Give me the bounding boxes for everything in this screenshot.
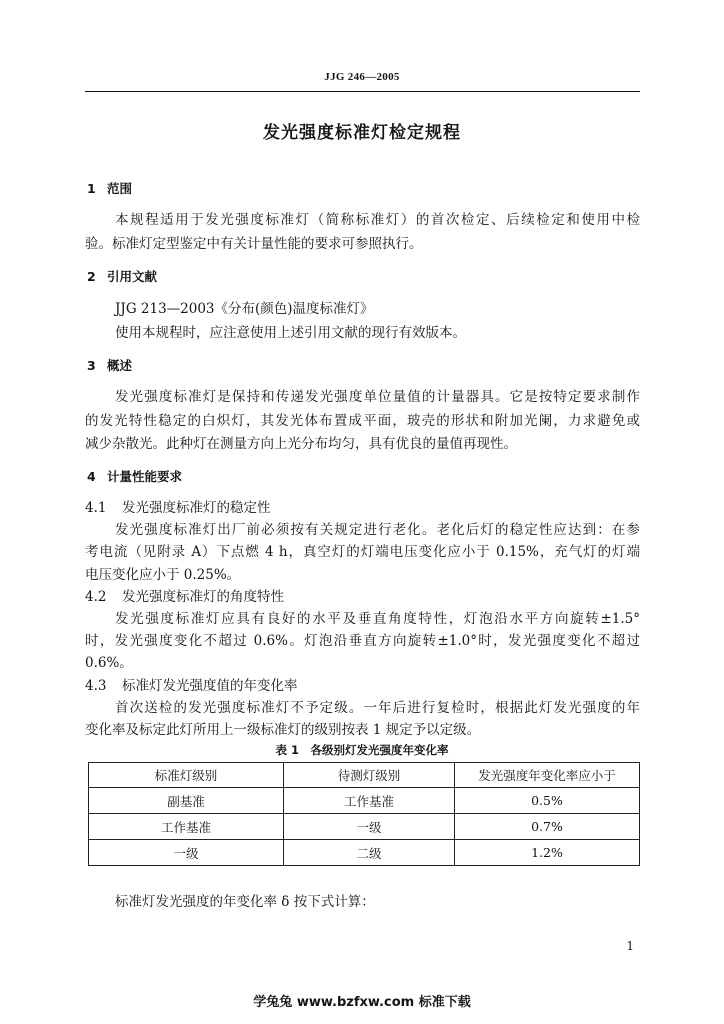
document-title: 发光强度标准灯检定规程 [263, 123, 461, 143]
para-line: 0.6%。 [85, 655, 133, 672]
table-cell: 0.5% [455, 788, 640, 814]
section-number: 1 [87, 181, 96, 196]
table-cell: 副基准 [89, 788, 284, 814]
section-1-paragraph [85, 208, 640, 256]
table-cell: 一级 [284, 814, 455, 840]
para-line: 验。标准灯定型鉴定中有关计量性能的要求可参照执行。 [85, 236, 423, 252]
table-row [89, 788, 640, 814]
para-line: 使用本规程时，应注意使用上述引用文献的现行有效版本。 [115, 325, 466, 341]
section-number: 2 [87, 269, 96, 284]
section-title: 引用文献 [107, 269, 158, 284]
table-cell: 工作基准 [284, 788, 455, 814]
section-number: 4 [87, 469, 96, 484]
section-3-heading [85, 355, 640, 377]
table-header-row [89, 763, 640, 788]
reference-line: JJG 213—2003《分布(颜色)温度标准灯》 [115, 301, 374, 317]
section-4-body [85, 497, 640, 741]
subsection-title: 标准灯发光强度值的年变化率 [122, 677, 298, 694]
page-number: 1 [626, 939, 634, 953]
subsection-4-1-heading [85, 497, 640, 519]
subsection-number: 4.3 [85, 677, 107, 694]
footer-watermark: 学兔兔 www.bzfxw.com 标准下载 [253, 995, 471, 1010]
para-line: 的发光特性稳定的白炽灯，其发光体布置成平面，玻壳的形状和附加光阑，力求避免或 [85, 412, 640, 429]
subsection-title: 发光强度标准灯的稳定性 [122, 500, 271, 516]
para-line: 变化率及标定此灯所用上一级标准灯的级别按表 1 规定予以定级。 [85, 721, 481, 738]
table-cell: 1.2% [455, 840, 640, 866]
table-row [89, 814, 640, 840]
section-number: 3 [87, 358, 96, 373]
formula-intro: 标准灯发光强度的年变化率 δ 按下式计算： [115, 894, 375, 910]
para-line: 时，发光强度变化不超过 0.6%。灯泡沿垂直方向旋转±1.0°时，发光强度变化不超过 [85, 633, 640, 650]
section-title: 概述 [107, 358, 133, 373]
para-line: 首次送检的发光强度标准灯不予定级。一年后进行复检时，根据此灯发光强度的年 [115, 699, 640, 716]
section-title: 计量性能要求 [107, 469, 183, 484]
subsection-4-3-heading [85, 675, 640, 697]
table-cell: 一级 [89, 840, 284, 866]
table-header-cell: 标准灯级别 [89, 763, 284, 788]
header-rule [85, 91, 640, 92]
table-row [89, 840, 640, 866]
section-3-paragraph [85, 386, 640, 457]
rate-table [88, 762, 640, 866]
para-line: 本规程适用于发光强度标准灯（简称标准灯）的首次检定、后续检定和使用中检 [115, 212, 640, 228]
para-line: 发光强度标准灯出厂前必须按有关规定进行老化。老化后灯的稳定性应达到：在参 [115, 522, 640, 539]
para-line: 发光强度标准灯是保持和传递发光强度单位量值的计量器具。它是按特定要求制作 [115, 389, 640, 405]
table-header-cell: 待测灯级别 [284, 763, 455, 788]
table-cell: 0.7% [455, 814, 640, 840]
subsection-number: 4.2 [85, 588, 107, 605]
table-header-cell: 发光强度年变化率应小于 [455, 763, 640, 788]
table-cell: 工作基准 [89, 814, 284, 840]
para-line: 发光强度标准灯应具有良好的水平及垂直角度特性，灯泡沿水平方向旋转±1.5° [115, 610, 640, 627]
section-2-heading [85, 266, 640, 288]
section-4-heading [85, 466, 640, 488]
subsection-title: 发光强度标准灯的角度特性 [122, 588, 284, 605]
subsection-4-2-heading [85, 586, 640, 608]
subsection-number: 4.1 [85, 500, 107, 516]
para-line: 考电流（见附录 A）下点燃 4 h，真空灯的灯端电压变化应小于 0.15%，充气灯的灯端 [85, 544, 640, 561]
section-title: 范围 [107, 181, 133, 196]
para-line: 减少杂散光。此种灯在测量方向上光分布均匀，具有优良的量值再现性。 [85, 436, 517, 452]
running-header-code: JJG 246—2005 [324, 71, 400, 83]
table-cell: 二级 [284, 840, 455, 866]
section-1-heading [85, 178, 640, 200]
section-2-paragraph [85, 297, 640, 345]
table-caption: 表 1 各级别灯发光强度年变化率 [275, 743, 449, 757]
para-line: 电压变化应小于 0.25%。 [85, 566, 241, 583]
